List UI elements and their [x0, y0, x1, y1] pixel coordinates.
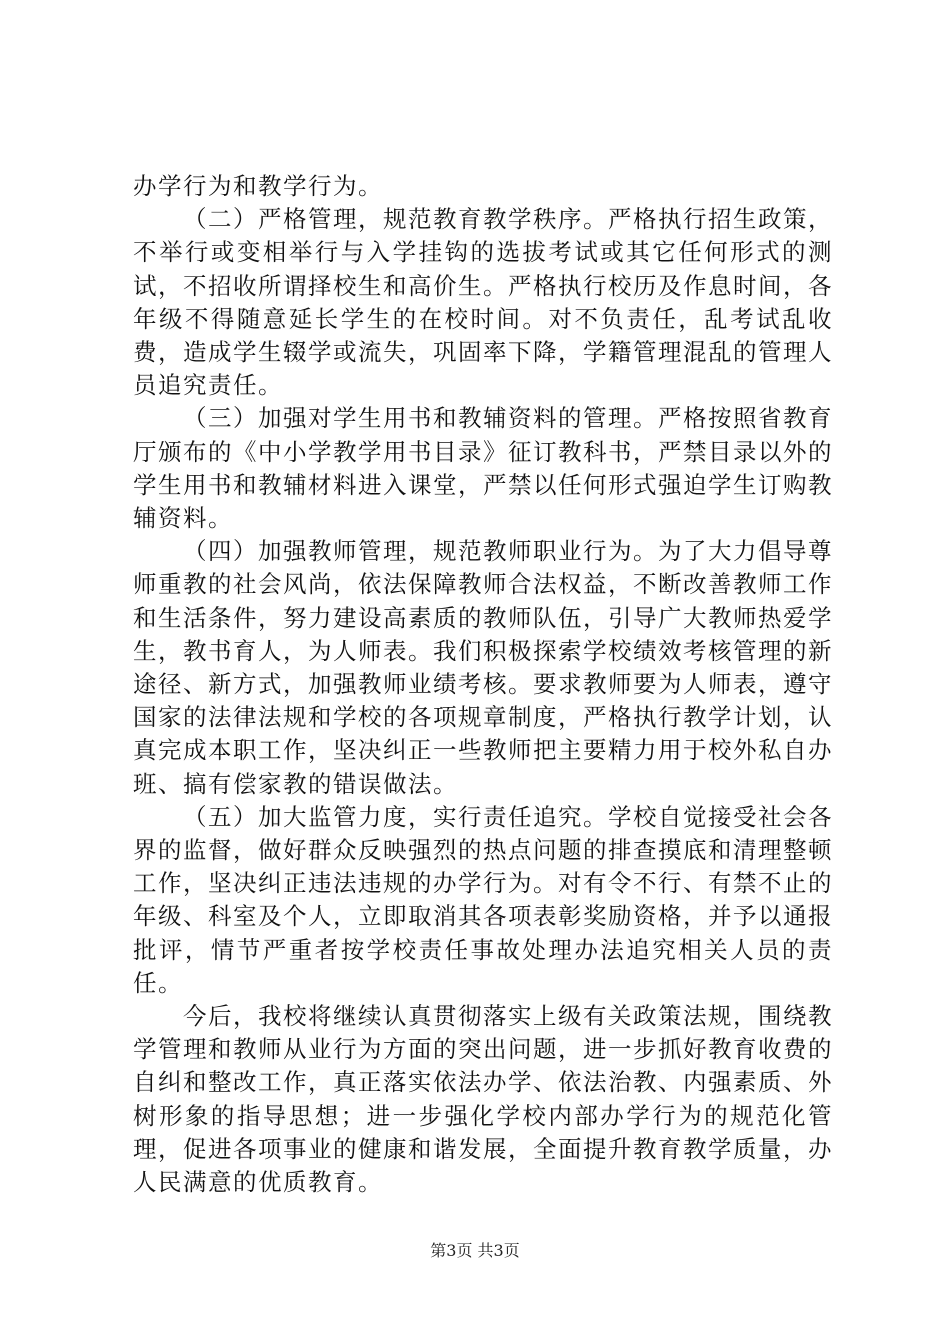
paragraph-section-5: （五）加大监管力度，实行责任追究。学校自觉接受社会各界的监督，做好群众反映强烈的热点问题的排查摸底和清理整顿工作，坚决纠正违法违规的办学行为。对有令不行、有禁不止的年级、科室及个人，立即取消其各项表彰奖励资格，并予以通报批评，情节严重者按学校责任事故处理办法追究相关人员的责任。 [133, 802, 833, 997]
document-body [133, 170, 833, 1199]
paragraph-section-4: （四）加强教师管理，规范教师职业行为。为了大力倡导尊师重教的社会风尚，依法保障教师合法权益，不断改善教师工作和生活条件，努力建设高素质的教师队伍，引导广大教师热爱学生，教书育人，为人师表。我们积极探索学校绩效考核管理的新途径、新方式，加强教师业绩考核。要求教师要为人师表，遵守国家的法律法规和学校的各项规章制度，严格执行教学计划，认真完成本职工作，坚决纠正一些教师把主要精力用于校外私自办班、搞有偿家教的错误做法。 [133, 537, 833, 798]
page-number-footer: 第3页 共3页 [430, 1241, 520, 1260]
paragraph-section-2: （二）严格管理，规范教育教学秩序。严格执行招生政策，不举行或变相举行与入学挂钩的选拔考试或其它任何形式的测试，不招收所谓择校生和高价生。严格执行校历及作息时间，各年级不得随意延长学生的在校时间。对不负责任，乱考试乱收费，造成学生辍学或流失，巩固率下降，学籍管理混乱的管理人员追究责任。 [133, 205, 833, 400]
paragraph-section-3: （三）加强对学生用书和教辅资料的管理。严格按照省教育厅颁布的《中小学教学用书目录》征订教科书，严禁目录以外的学生用书和教辅材料进入课堂，严禁以任何形式强迫学生订购教辅资料。 [133, 404, 833, 533]
paragraph-conclusion: 今后，我校将继续认真贯彻落实上级有关政策法规，围绕教学管理和教师从业行为方面的突出问题，进一步抓好教育收费的自纠和整改工作，真正落实依法办学、依法治教、内强素质、外树形象的指导思想；进一步强化学校内部办学行为的规范化管理，促进各项事业的健康和谐发展，全面提升教育教学质量，办人民满意的优质教育。 [133, 1002, 833, 1197]
paragraph-continuation: 办学行为和教学行为。 [133, 172, 383, 200]
